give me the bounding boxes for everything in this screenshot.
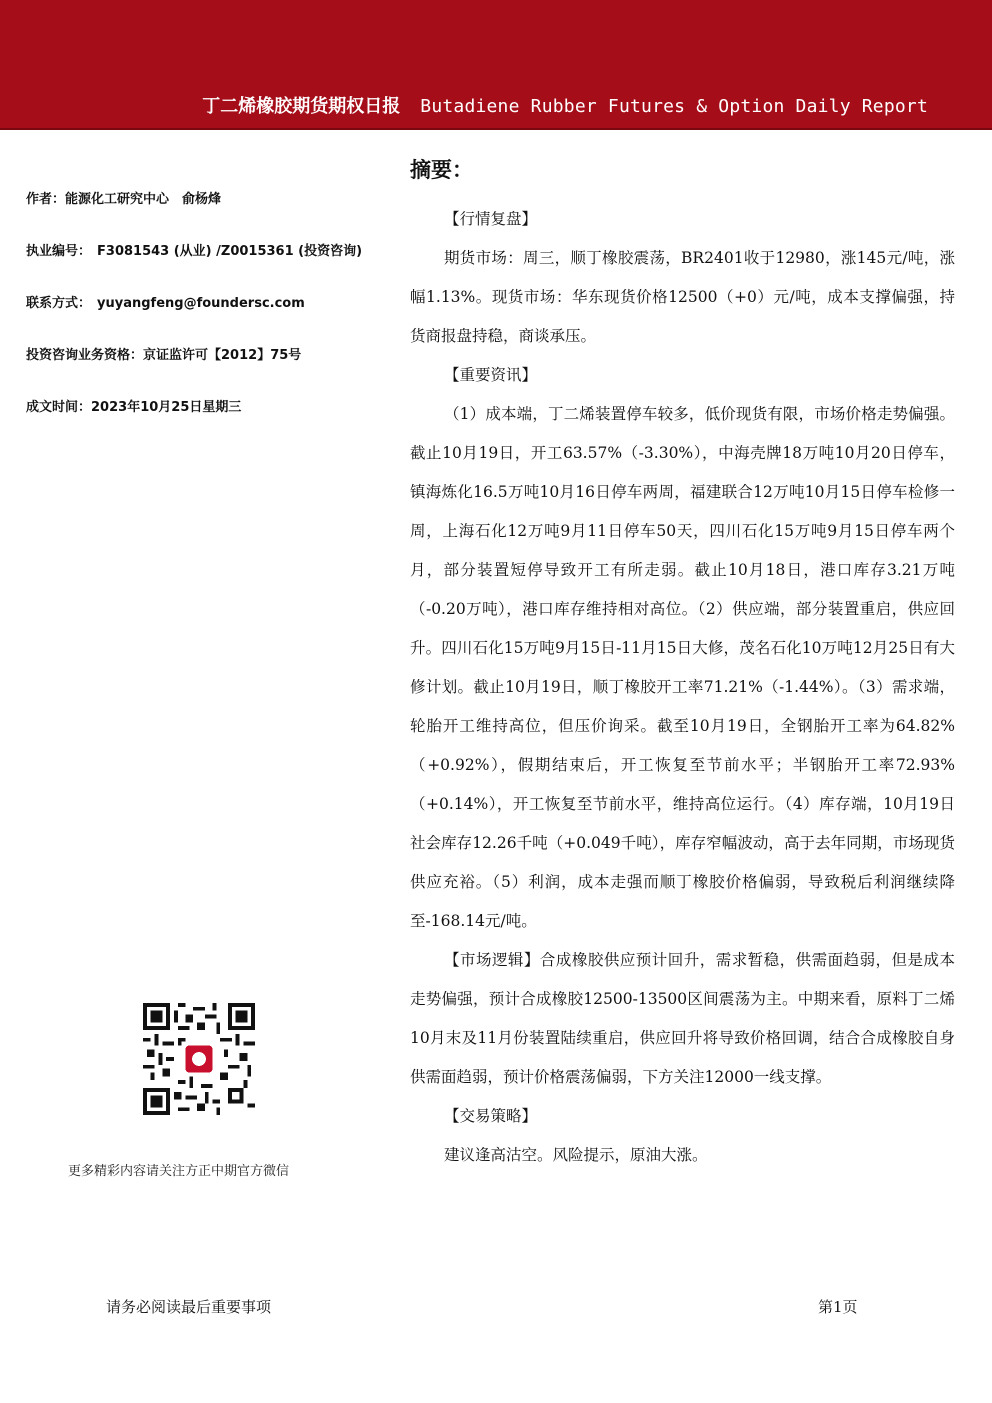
license-label: 执业编号： — [26, 244, 92, 259]
author-value: 能源化工研究中心 俞杨烽 — [65, 192, 222, 207]
qr-caption: 更多精彩内容请关注方正中期官方微信 — [68, 1164, 290, 1179]
author-info-sidebar — [26, 188, 386, 448]
license-value: F3081543 (从业) /Z0015361 (投资咨询) — [97, 244, 363, 259]
contact-email[interactable]: yuyangfeng@foundersc.com — [97, 296, 305, 311]
summary-title: 摘要： — [410, 158, 473, 182]
author-label: 作者： — [26, 192, 66, 207]
qualification-row — [26, 344, 386, 363]
key-news-heading: 【重要资讯】 — [444, 366, 538, 384]
contact-label: 联系方式： — [26, 296, 92, 311]
report-title-cn: 丁二烯橡胶期货期权日报 — [202, 96, 401, 117]
market-logic-text: 【市场逻辑】合成橡胶供应预计回升，需求暂稳，供需面趋弱，但是成本走势偏强，预计合成橡胶12500-13500区间震荡为主。中期来看，原料丁二烯10月末及11月份装置陆续重启，供应回升将导致价格回调，结合合成橡胶自身供需面趋弱，预计价格震荡偏弱，下方关注12000一线支撑。 — [410, 951, 955, 1086]
market-review-heading: 【行情复盘】 — [444, 210, 538, 228]
qualification-value: 京证监许可【2012】75号 — [143, 348, 302, 363]
page-number: 第1页 — [818, 1298, 858, 1316]
wechat-qr-code-icon — [143, 1003, 255, 1115]
summary-section — [410, 150, 955, 1175]
key-news-text: （1）成本端，丁二烯装置停车较多，低价现货有限，市场价格走势偏强。截止10月19日，开工63.57%（-3.30%），中海壳牌18万吨10月20日停车，镇海炼化16.5万吨10月16日停车两周，福建联合12万吨10月15日停车检修一周，上海石化12万吨9月11日停车50天，四川石化15万吨9月15日停车两个月，部分装置短停导致开工有所走弱。截止10月18日，港口库存3.21万吨（-0.20万吨），港口库存维持相对高位。（2）供应端，部分装置重启，供应回升。四川石化15万吨9月15日-11月15日大修，茂名石化10万吨12月25日有大修计划。截止10月19日，顺丁橡胶开工率71.21%（-1.44%）。（3）需求端，轮胎开工维持高位，但压价询采。截至10月19日，全钢胎开工率为64.82%（+0.92%），假期结束后，开工恢复至节前水平；半钢胎开工率72.93%（+0.14%），开工恢复至节前水平，维持高位运行。（4）库存端，10月19日社会库存12.26千吨（+0.049千吨），库存窄幅波动，高于去年同期，市场现货供应充裕。（5）利润，成本走强而顺丁橡胶价格偏弱，导致税后利润继续降至-168.14元/吨。 — [410, 405, 955, 930]
contact-row — [26, 292, 386, 311]
report-title-en: Butadiene Rubber Futures & Option Daily Report — [420, 96, 928, 117]
date-label: 成文时间： — [26, 400, 92, 415]
date-row — [26, 396, 386, 415]
market-review-text: 期货市场：周三，顺丁橡胶震荡，BR2401收于12980，涨145元/吨，涨幅1.13%。现货市场：华东现货价格12500（+0）元/吨，成本支撑偏强，持货商报盘持稳，商谈承压。 — [410, 249, 955, 345]
header-banner — [0, 0, 992, 130]
trading-strategy-text: 建议逢高沽空。风险提示，原油大涨。 — [444, 1146, 708, 1164]
footer-disclaimer-notice: 请务必阅读最后重要事项 — [106, 1298, 272, 1316]
license-row — [26, 240, 386, 259]
trading-strategy-heading: 【交易策略】 — [444, 1107, 538, 1125]
date-value: 2023年10月25日星期三 — [91, 400, 242, 415]
report-title — [202, 92, 928, 118]
qualification-label: 投资咨询业务资格： — [26, 348, 144, 363]
author-row — [26, 188, 386, 207]
